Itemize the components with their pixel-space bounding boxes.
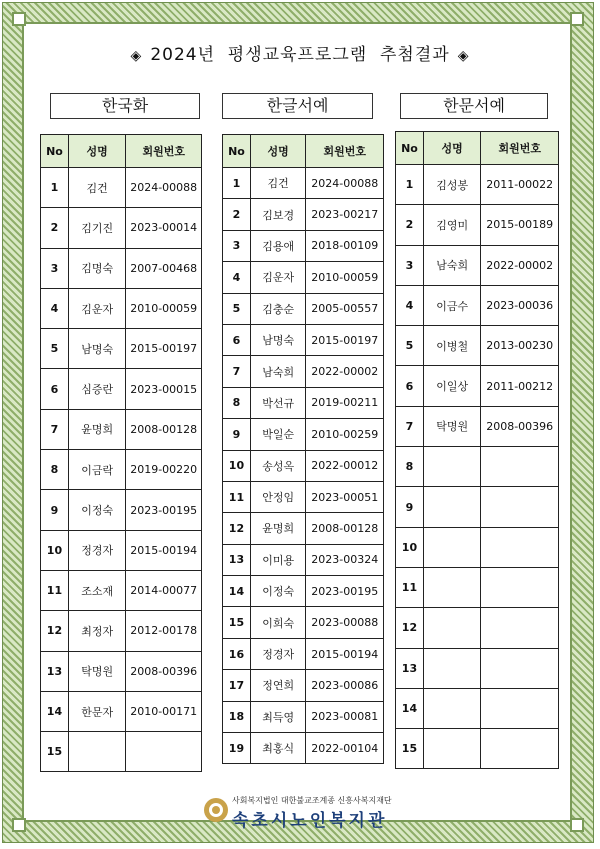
table-row: [223, 733, 384, 764]
table-row: [223, 293, 384, 324]
table-row: [396, 527, 559, 567]
corner-ornament: [570, 818, 584, 832]
row-number: 14: [41, 691, 69, 731]
table-row: [41, 490, 202, 530]
member-name: [423, 729, 481, 769]
member-name: [423, 688, 481, 728]
member-name: 윤명희: [250, 513, 306, 544]
table-row: [223, 262, 384, 293]
table-row: [223, 701, 384, 732]
member-name: 정경자: [250, 638, 306, 669]
row-number: 15: [396, 729, 424, 769]
table-row: [396, 648, 559, 688]
member-name: 윤명희: [68, 409, 126, 449]
member-id: 2008-00396: [126, 651, 202, 691]
member-id: 2012-00178: [126, 611, 202, 651]
table-row: [396, 406, 559, 446]
column-header-no: No: [396, 132, 424, 165]
row-number: 7: [223, 356, 251, 387]
table-row: [41, 329, 202, 369]
table-row: [396, 688, 559, 728]
member-id: 2023-00088: [306, 607, 384, 638]
table-row: [223, 450, 384, 481]
member-id: 2023-00217: [306, 199, 384, 230]
table-row: [223, 670, 384, 701]
member-id: 2008-00128: [306, 513, 384, 544]
results-table-hangul-calligraphy: [222, 134, 384, 764]
row-number: 15: [223, 607, 251, 638]
member-name: 김운자: [68, 288, 126, 328]
table-row: [396, 567, 559, 607]
table-row: [223, 576, 384, 607]
row-number: 3: [41, 248, 69, 288]
table-row: [396, 366, 559, 406]
member-id: [481, 447, 559, 487]
member-name: 이미용: [250, 544, 306, 575]
member-id: 2023-00081: [306, 701, 384, 732]
member-name: 탁명원: [68, 651, 126, 691]
row-number: 6: [396, 366, 424, 406]
member-id: 2024-00088: [126, 168, 202, 208]
member-name: [68, 732, 126, 772]
foundation-logo-icon: [203, 797, 229, 823]
row-number: 11: [41, 570, 69, 610]
member-id: [126, 732, 202, 772]
category-label-hanja-calligraphy: 한문서예: [400, 93, 548, 119]
row-number: 13: [223, 544, 251, 575]
member-id: 2022-00012: [306, 450, 384, 481]
table-row: [41, 570, 202, 610]
table-row: [223, 638, 384, 669]
member-name: 남숙희: [250, 356, 306, 387]
member-name: 이병철: [423, 326, 481, 366]
member-name: 탁명원: [423, 406, 481, 446]
table-row: [396, 487, 559, 527]
member-id: 2013-00230: [481, 326, 559, 366]
member-id: 2011-00022: [481, 165, 559, 205]
row-number: 4: [396, 285, 424, 325]
member-name: 김충순: [250, 293, 306, 324]
member-id: 2010-00259: [306, 419, 384, 450]
member-id: 2022-00002: [481, 245, 559, 285]
row-number: 14: [396, 688, 424, 728]
page-title: [0, 40, 600, 65]
member-id: 2015-00189: [481, 205, 559, 245]
row-number: 6: [223, 324, 251, 355]
table-row: [396, 608, 559, 648]
member-name: [423, 447, 481, 487]
member-id: 2011-00212: [481, 366, 559, 406]
row-number: 9: [396, 487, 424, 527]
member-id: [481, 729, 559, 769]
column-header-no: No: [223, 135, 251, 168]
row-number: 5: [41, 329, 69, 369]
member-id: 2023-00036: [481, 285, 559, 325]
member-id: 2019-00211: [306, 387, 384, 418]
member-id: [481, 648, 559, 688]
member-id: 2015-00194: [306, 638, 384, 669]
row-number: 12: [396, 608, 424, 648]
corner-ornament: [570, 12, 584, 26]
member-id: 2023-00195: [306, 576, 384, 607]
row-number: 2: [223, 199, 251, 230]
row-number: 1: [396, 165, 424, 205]
member-name: 김영미: [423, 205, 481, 245]
member-name: 김성봉: [423, 165, 481, 205]
member-name: 김건: [250, 168, 306, 199]
corner-ornament: [12, 818, 26, 832]
member-name: 남숙희: [423, 245, 481, 285]
row-number: 13: [396, 648, 424, 688]
member-name: 이금수: [423, 285, 481, 325]
table-row: [396, 285, 559, 325]
member-name: [423, 527, 481, 567]
member-id: [481, 487, 559, 527]
row-number: 2: [396, 205, 424, 245]
table-row: [223, 544, 384, 575]
table-row: [396, 245, 559, 285]
table-row: [223, 607, 384, 638]
member-name: 정연희: [250, 670, 306, 701]
row-number: 8: [41, 450, 69, 490]
row-number: 10: [396, 527, 424, 567]
table-row: [41, 530, 202, 570]
table-row: [41, 450, 202, 490]
row-number: 13: [41, 651, 69, 691]
row-number: 8: [223, 387, 251, 418]
member-name: 이정숙: [250, 576, 306, 607]
member-id: 2023-00015: [126, 369, 202, 409]
member-name: 김보경: [250, 199, 306, 230]
column-header-no: No: [41, 135, 69, 168]
category-label-hangul-calligraphy: 한글서예: [222, 93, 373, 119]
member-name: 김명숙: [68, 248, 126, 288]
row-number: 3: [396, 245, 424, 285]
member-name: 최득영: [250, 701, 306, 732]
member-id: 2023-00051: [306, 481, 384, 512]
member-name: [423, 648, 481, 688]
row-number: 10: [223, 450, 251, 481]
table-row: [41, 248, 202, 288]
row-number: 4: [41, 288, 69, 328]
member-name: 박선규: [250, 387, 306, 418]
row-number: 9: [41, 490, 69, 530]
column-header-member-id: 회원번호: [481, 132, 559, 165]
member-name: 남명숙: [250, 324, 306, 355]
member-name: 조소재: [68, 570, 126, 610]
member-name: 이금락: [68, 450, 126, 490]
member-id: 2024-00088: [306, 168, 384, 199]
row-number: 12: [41, 611, 69, 651]
row-number: 11: [223, 481, 251, 512]
row-number: 14: [223, 576, 251, 607]
member-id: [481, 567, 559, 607]
member-name: 최정자: [68, 611, 126, 651]
member-id: 2010-00059: [306, 262, 384, 293]
table-row: [223, 230, 384, 261]
table-row: [396, 165, 559, 205]
row-number: 1: [223, 168, 251, 199]
organization-name: 속초시노인복지관: [232, 811, 388, 831]
table-row: [41, 288, 202, 328]
column-header-name: 성명: [250, 135, 306, 168]
table-row: [223, 387, 384, 418]
row-number: 19: [223, 733, 251, 764]
row-number: 9: [223, 419, 251, 450]
table-row: [41, 611, 202, 651]
row-number: 11: [396, 567, 424, 607]
column-header-name: 성명: [68, 135, 126, 168]
member-name: 심증란: [68, 369, 126, 409]
member-name: 김건: [68, 168, 126, 208]
member-id: 2023-00324: [306, 544, 384, 575]
table-row: [41, 168, 202, 208]
corner-ornament: [12, 12, 26, 26]
member-name: [423, 487, 481, 527]
member-id: 2010-00059: [126, 288, 202, 328]
row-number: 18: [223, 701, 251, 732]
member-id: 2015-00194: [126, 530, 202, 570]
table-row: [223, 513, 384, 544]
member-id: 2022-00104: [306, 733, 384, 764]
row-number: 2: [41, 208, 69, 248]
column-header-member-id: 회원번호: [126, 135, 202, 168]
table-row: [396, 447, 559, 487]
member-name: 박일순: [250, 419, 306, 450]
member-name: 김기진: [68, 208, 126, 248]
table-row: [223, 324, 384, 355]
member-id: 2014-00077: [126, 570, 202, 610]
table-row: [41, 732, 202, 772]
diamond-icon: ◈: [130, 48, 143, 64]
row-number: 1: [41, 168, 69, 208]
title-text: 2024년 평생교육프로그램 추첨결과: [150, 45, 450, 65]
member-name: 안정임: [250, 481, 306, 512]
member-id: 2015-00197: [306, 324, 384, 355]
table-row: [223, 168, 384, 199]
member-name: 김운자: [250, 262, 306, 293]
member-id: 2007-00468: [126, 248, 202, 288]
row-number: 3: [223, 230, 251, 261]
member-id: [481, 527, 559, 567]
member-id: 2010-00171: [126, 691, 202, 731]
table-row: [41, 651, 202, 691]
member-id: 2018-00109: [306, 230, 384, 261]
member-name: [423, 567, 481, 607]
table-row: [41, 208, 202, 248]
member-id: 2015-00197: [126, 329, 202, 369]
member-id: 2019-00220: [126, 450, 202, 490]
row-number: 7: [41, 409, 69, 449]
member-id: 2023-00195: [126, 490, 202, 530]
member-id: 2005-00557: [306, 293, 384, 324]
table-row: [396, 729, 559, 769]
row-number: 6: [41, 369, 69, 409]
table-row: [41, 409, 202, 449]
member-name: 이정숙: [68, 490, 126, 530]
row-number: 12: [223, 513, 251, 544]
member-name: 한문자: [68, 691, 126, 731]
table-row: [223, 356, 384, 387]
table-row: [223, 419, 384, 450]
member-name: 송성옥: [250, 450, 306, 481]
row-number: 5: [223, 293, 251, 324]
member-id: 2008-00396: [481, 406, 559, 446]
row-number: 10: [41, 530, 69, 570]
member-id: [481, 688, 559, 728]
column-header-member-id: 회원번호: [306, 135, 384, 168]
row-number: 4: [223, 262, 251, 293]
table-row: [223, 199, 384, 230]
row-number: 16: [223, 638, 251, 669]
member-name: 남명숙: [68, 329, 126, 369]
row-number: 15: [41, 732, 69, 772]
member-name: 최홍식: [250, 733, 306, 764]
row-number: 5: [396, 326, 424, 366]
results-table-hanja-calligraphy: [395, 131, 559, 769]
member-id: 2023-00086: [306, 670, 384, 701]
category-label-korean-painting: 한국화: [50, 93, 200, 119]
table-row: [223, 481, 384, 512]
table-row: [41, 369, 202, 409]
results-table-korean-painting: [40, 134, 202, 772]
diamond-icon: ◈: [457, 48, 470, 64]
member-name: 정경자: [68, 530, 126, 570]
column-header-name: 성명: [423, 132, 481, 165]
table-row: [396, 205, 559, 245]
member-id: 2008-00128: [126, 409, 202, 449]
table-row: [396, 326, 559, 366]
table-row: [41, 691, 202, 731]
row-number: 7: [396, 406, 424, 446]
member-id: 2023-00014: [126, 208, 202, 248]
member-name: 이일상: [423, 366, 481, 406]
row-number: 8: [396, 447, 424, 487]
member-id: 2022-00002: [306, 356, 384, 387]
member-name: [423, 608, 481, 648]
member-id: [481, 608, 559, 648]
member-name: 이희숙: [250, 607, 306, 638]
row-number: 17: [223, 670, 251, 701]
organization-subtitle: 사회복지법인 대한불교조계종 신흥사복지재단: [232, 796, 392, 805]
member-name: 김용애: [250, 230, 306, 261]
